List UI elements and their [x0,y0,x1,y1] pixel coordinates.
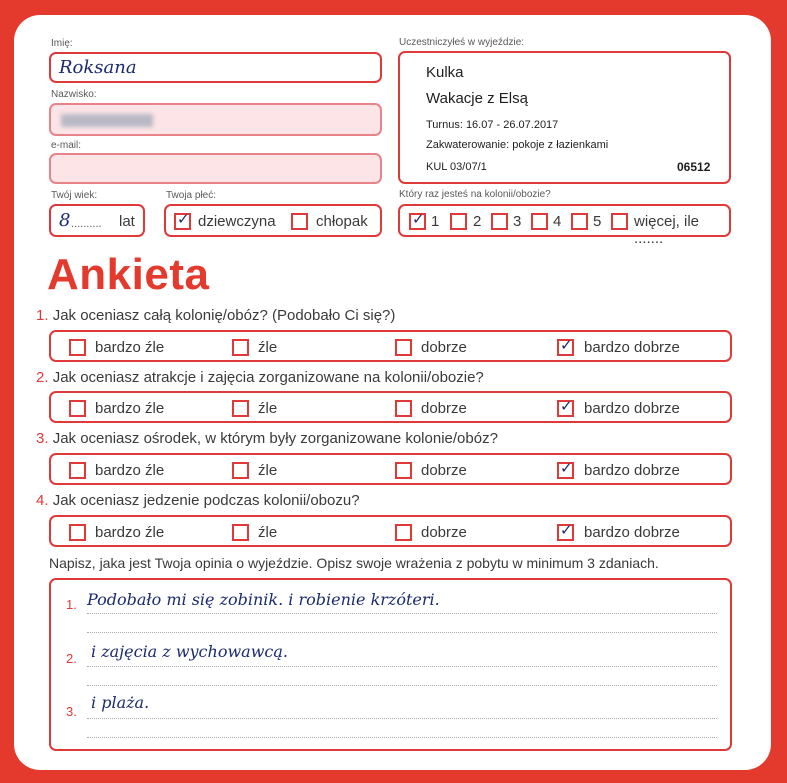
times-5-label: 5 [593,213,602,230]
opinion-line-2-number: 2. [66,651,77,666]
gender-female-label: dziewczyna [198,213,276,230]
q3-option-very-good-checkbox[interactable] [557,459,574,479]
opinion-line-1-text: Podobało mi się zobinik. i robienie krzóteri. [87,590,440,609]
age-field[interactable] [49,204,145,237]
q4-option-very-good-checkbox[interactable] [557,521,574,541]
writing-line [87,737,717,738]
times-5-checkbox[interactable] [571,213,588,230]
opinion-prompt: Napisz, jaka jest Twoja opinia o wyjeździe. Opisz swoje wrażenia z pobytu w minimum 3 zdaniach. [49,555,659,571]
opinion-line-3-number: 3. [66,704,77,719]
surname-label: Nazwisko: [51,89,97,100]
question-number: 2. [36,369,49,386]
writing-line [87,685,717,686]
writing-line [87,666,717,667]
q1-option-very-bad-label: bardzo źle [95,339,165,356]
name-field[interactable] [49,52,382,83]
question-text: Jak oceniasz całą kolonię/obóz? (Podobało Ci się?) [52,307,396,324]
trip-turnus: Turnus: 16.07 - 26.07.2017 [426,119,559,131]
trip-code: KUL 03/07/1 [426,161,487,173]
times-1-checkbox[interactable] [409,210,426,230]
q1-option-good-checkbox[interactable] [395,339,412,356]
checkmark-icon: ✓ [177,210,190,228]
checkmark-icon: ✓ [560,459,573,477]
q1-option-very-bad-checkbox[interactable] [69,339,86,356]
gender-field [164,204,382,237]
times-1-label: 1 [431,213,440,230]
opinion-line-2-text: i zajęcia z wychowawcą. [91,642,288,661]
q2-option-very-good-checkbox[interactable] [557,397,574,417]
age-value: 8 [59,210,71,231]
times-2-checkbox[interactable] [450,213,467,230]
q3-option-bad-checkbox[interactable] [232,462,249,479]
gender-male-label: chłopak [316,213,368,230]
q4-option-very-bad-checkbox[interactable] [69,524,86,541]
q1-option-bad-label: źle [258,339,278,356]
question-1 [36,307,395,324]
times-4-label: 4 [553,213,562,230]
q2-option-bad-checkbox[interactable] [232,400,249,417]
q2-option-very-good-label: bardzo dobrze [584,400,680,417]
blurred-surname [61,114,153,127]
q1-option-bad-checkbox[interactable] [232,339,249,356]
q4-option-bad-checkbox[interactable] [232,524,249,541]
writing-line [87,718,717,719]
answer-row-3 [49,453,732,485]
trip-line1: Kulka [426,64,464,81]
opinion-line-3-text: i plaża. [91,693,150,712]
question-number: 1. [36,307,49,324]
answer-row-4 [49,515,732,547]
times-more-label: więcej, ile ....... [634,213,700,247]
answer-row-1 [49,330,732,362]
q4-option-good-checkbox[interactable] [395,524,412,541]
q2-option-good-label: dobrze [421,400,467,417]
q3-option-very-bad-checkbox[interactable] [69,462,86,479]
gender-male-checkbox[interactable] [291,213,308,230]
question-4 [36,492,360,509]
times-field [398,204,731,247]
age-label: Twój wiek: [51,190,98,201]
writing-line [87,613,717,614]
q2-option-bad-label: źle [258,400,278,417]
q2-option-very-bad-label: bardzo źle [95,400,165,417]
q2-option-good-checkbox[interactable] [395,400,412,417]
trip-info-box [398,51,731,184]
question-number: 4. [36,492,49,509]
times-3-checkbox[interactable] [491,213,508,230]
email-label: e-mail: [51,140,82,151]
name-value: Roksana [59,57,137,78]
question-text: Jak oceniasz ośrodek, w którym były zorganizowane kolonie/obóz? [52,430,498,447]
trip-number: 06512 [677,160,711,174]
checkmark-icon: ✓ [560,336,573,354]
q2-option-very-bad-checkbox[interactable] [69,400,86,417]
opinion-textarea[interactable] [49,578,732,751]
q3-option-very-good-label: bardzo dobrze [584,462,680,479]
q4-option-good-label: dobrze [421,524,467,541]
times-label: Który raz jesteś na kolonii/obozie? [399,189,551,200]
gender-label: Twoja płeć: [166,190,217,201]
trip-line2: Wakacje z Elsą [426,90,528,107]
q1-option-good-label: dobrze [421,339,467,356]
age-unit: lat [119,213,135,230]
opinion-line-1-number: 1. [66,597,77,612]
times-more-checkbox[interactable] [611,213,628,230]
question-text: Jak oceniasz atrakcje i zajęcia zorganizowane na kolonii/obozie? [52,369,484,386]
q3-option-very-bad-label: bardzo źle [95,462,165,479]
q3-option-good-label: dobrze [421,462,467,479]
answer-row-2 [49,391,732,423]
times-4-checkbox[interactable] [531,213,548,230]
times-2-label: 2 [473,213,482,230]
survey-title: Ankieta [47,250,210,299]
q4-option-very-bad-label: bardzo źle [95,524,165,541]
question-3 [36,430,498,447]
q3-option-bad-label: źle [258,462,278,479]
q1-option-very-good-label: bardzo dobrze [584,339,680,356]
trip-label: Uczestniczyłeś w wyjeździe: [399,37,525,48]
checkmark-icon: ✓ [560,397,573,415]
q4-option-bad-label: źle [258,524,278,541]
times-3-label: 3 [513,213,522,230]
checkmark-icon: ✓ [560,521,573,539]
writing-line [87,632,717,633]
q4-option-very-good-label: bardzo dobrze [584,524,680,541]
surname-field[interactable] [49,103,382,136]
trip-accommodation: Zakwaterowanie: pokoje z łazienkami [426,139,609,151]
age-dots: .......... [71,218,102,230]
gender-female-checkbox[interactable] [174,210,191,230]
name-label: Imię: [51,38,73,49]
q1-option-very-good-checkbox[interactable] [557,336,574,356]
checkmark-icon: ✓ [412,210,425,228]
question-number: 3. [36,430,49,447]
question-text: Jak oceniasz jedzenie podczas kolonii/obozu? [52,492,360,509]
question-2 [36,369,484,386]
q3-option-good-checkbox[interactable] [395,462,412,479]
email-field[interactable] [49,153,382,184]
